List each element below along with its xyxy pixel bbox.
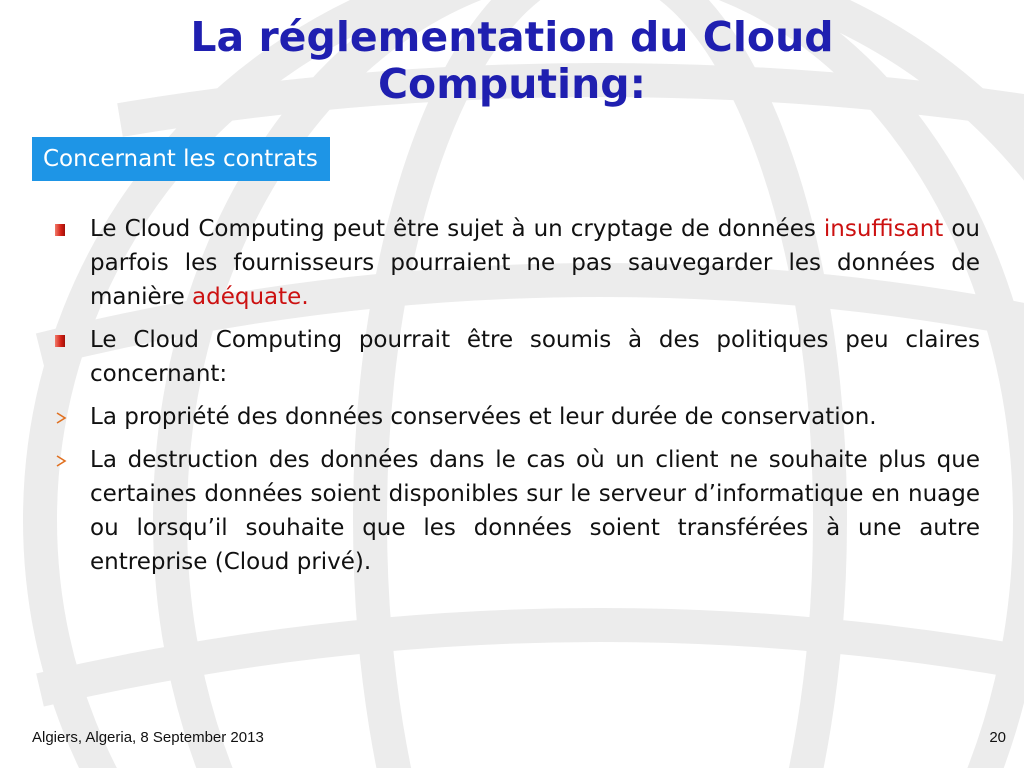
square-bullet-icon	[55, 224, 65, 236]
footer-location-date: Algiers, Algeria, 8 September 2013	[32, 729, 264, 746]
bullet-text: La destruction des données dans le cas où un client ne souhaite plus que certaines données soient disponibles sur le serveur d’informatique en nuage ou lorsqu’il souhaite que les données soient transférées à une autre entreprise (Cloud privé).	[90, 447, 980, 575]
bullet-text: La propriété des données conservées et leur durée de conservation.	[90, 404, 877, 430]
highlight-text: insuffisant	[823, 216, 944, 242]
highlight-text: adéquate.	[192, 284, 309, 310]
bullet-text: Le Cloud Computing peut être sujet à un cryptage de données insuffisant ou parfois les fournisseurs pourraient ne pas sauvegarder les données de manière adéquate.	[90, 216, 980, 310]
section-label: Concernant les contrats	[32, 137, 330, 181]
arrow-bullet-icon	[55, 455, 67, 467]
bullet-list	[50, 212, 980, 588]
slide-title: La réglementation du Cloud Computing:	[190, 13, 834, 108]
square-bullet-icon	[55, 335, 65, 347]
page-number: 20	[989, 729, 1006, 746]
bullet-item	[50, 443, 980, 579]
bullet-item	[50, 212, 980, 314]
bullet-text: Le Cloud Computing pourrait être soumis à des politiques peu claires concernant:	[90, 327, 980, 387]
bullet-item	[50, 323, 980, 391]
arrow-bullet-icon	[55, 412, 67, 424]
bullet-item	[50, 400, 980, 434]
